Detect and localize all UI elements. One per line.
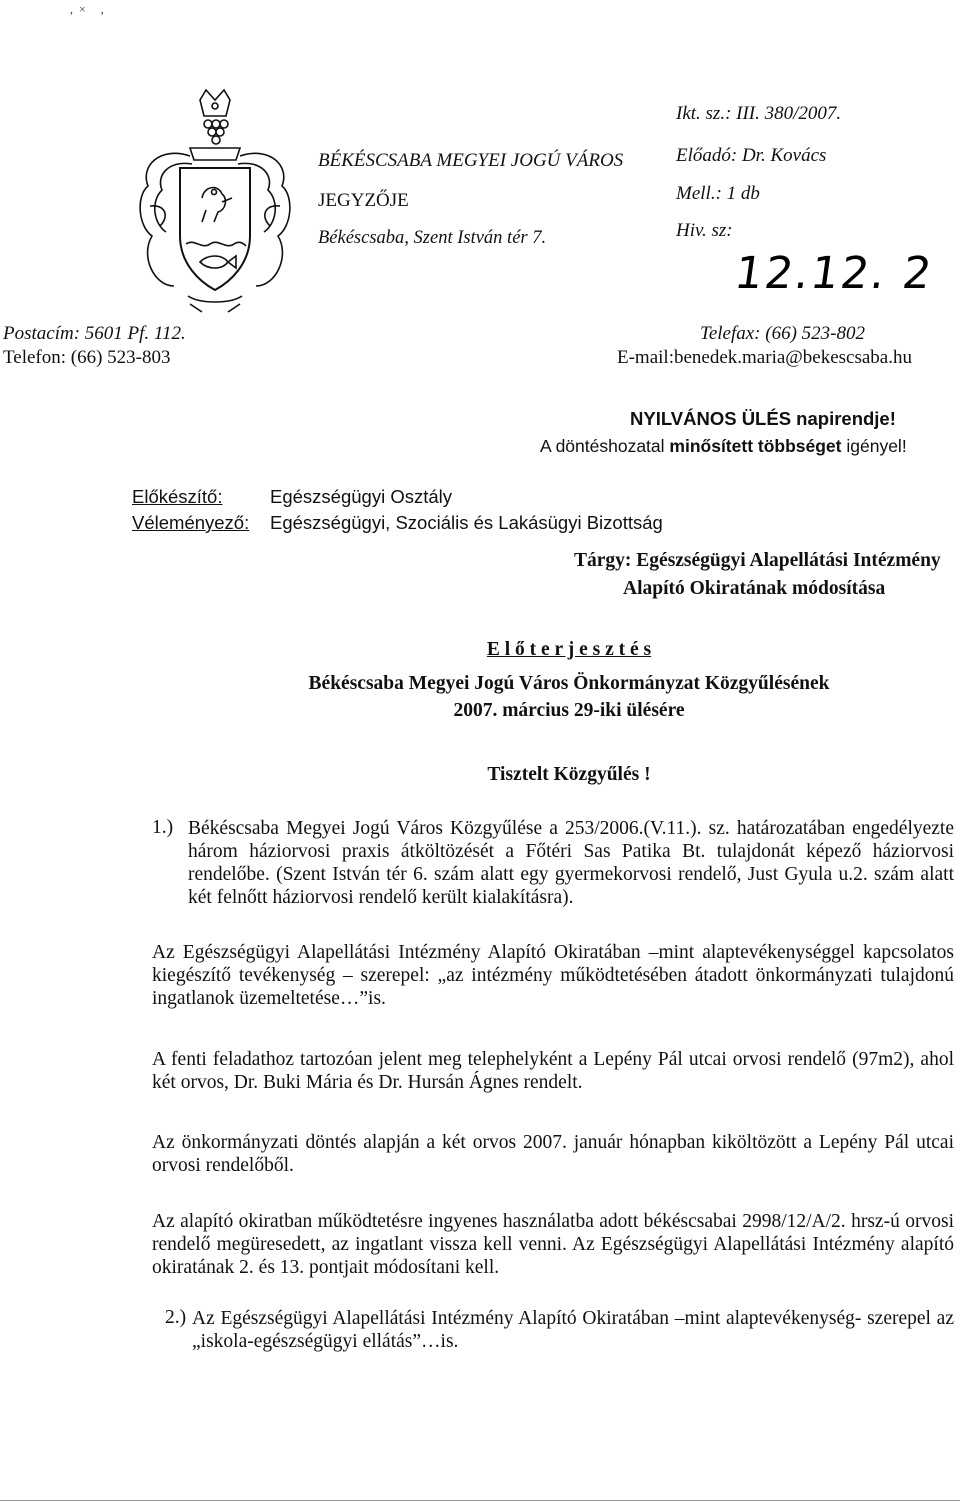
subject-line1: Tárgy: Egészségügyi Alapellátási Intézmény xyxy=(574,550,941,571)
point-2-text: Az Egészségügyi Alapellátási Intézmény Alapító Okiratában –mint alaptevékenység- szerepel az „iskola-egészségügyi ellátás”…is. xyxy=(192,1308,954,1352)
attachment-count: Mell.: 1 db xyxy=(676,183,760,204)
session-date: 2007. március 29-iki ülésére xyxy=(453,700,685,721)
majority-suffix: igényel! xyxy=(841,436,907,456)
preparer-row xyxy=(132,486,453,508)
point-2-number: 2.) xyxy=(165,1307,187,1328)
reviewer-row xyxy=(132,512,663,534)
email: E-mail:benedek.maria@bekescsaba.hu xyxy=(617,347,912,368)
public-session-notice: NYILVÁNOS ÜLÉS napirendje! xyxy=(630,408,896,429)
paragraph-doctors-moved: Az önkormányzati döntés alapján a két orvos 2007. január hónapban kiköltözött a Lepény Pál utcai orvosi rendelőből. xyxy=(152,1132,954,1176)
point-1-text: Békéscsaba Megyei Jogú Város Közgyűlése a 253/2006.(V.11.). sz. határozatában engedélyezte három háziorvosi praxis átköltözését a Főtéri Sas Patika Bt. tulajdonát képező háziorvosi rendelőbe. (Szent István tér 6. szám alatt egy gyermekorvosi rendelő, Just Gyula u.2. szám alatt két felnőtt háziorvosi rendelő került kialakításra). xyxy=(188,818,954,908)
city-coat-of-arms xyxy=(130,86,300,314)
org-name-line2: JEGYZŐJE xyxy=(318,190,409,211)
handwritten-date: 12.12. 2 xyxy=(731,248,937,299)
phone: Telefon: (66) 523-803 xyxy=(3,347,171,368)
point-1-number: 1.) xyxy=(152,817,174,838)
scan-bottom-edge xyxy=(0,1500,960,1501)
org-name-line1: BÉKÉSCSABA MEGYEI JOGÚ VÁROS xyxy=(318,150,624,171)
scan-mark: , × , xyxy=(70,2,104,16)
majority-prefix: A döntéshozatal xyxy=(540,436,670,456)
paragraph-lepeny-site: A fenti feladathoz tartozóan jelent meg telephelyként a Lepény Pál utcai orvosi rendelő (97m2), ahol két orvos, Dr. Buki Mária és Dr. Hursán Ágnes rendelt. xyxy=(152,1049,954,1093)
preparer-value: Egészségügyi Osztály xyxy=(270,486,453,507)
reference-number: Hiv. sz: xyxy=(676,220,733,241)
document-title: E l ő t e r j e s z t é s xyxy=(486,639,652,660)
presenter: Előadó: Dr. Kovács xyxy=(676,145,827,166)
reviewer-value: Egészségügyi, Szociális és Lakásügyi Bizottság xyxy=(270,512,663,533)
assembly-line: Békéscsaba Megyei Jogú Város Önkormányzat Közgyűlésének xyxy=(308,673,830,694)
paragraph-founding-document: Az Egészségügyi Alapellátási Intézmény Alapító Okiratában –mint alaptevékenységgel kapcsolatos kiegészítő tevékenység – szerepel: „az intézmény működtetésében átadott önkormányzati tulajdonú ingatlanok üzemeltetése…”is. xyxy=(152,942,954,1009)
preparer-label: Előkészítő: xyxy=(132,486,223,507)
majority-requirement xyxy=(540,436,907,457)
registration-number: Ikt. sz.: III. 380/2007. xyxy=(676,103,842,124)
majority-qualified: minősített többséget xyxy=(669,436,842,456)
org-address: Békéscsaba, Szent István tér 7. xyxy=(318,228,547,248)
salutation: Tisztelt Közgyűlés ! xyxy=(487,764,651,785)
reviewer-label: Véleményező: xyxy=(132,512,250,533)
postal-address: Postacím: 5601 Pf. 112. xyxy=(3,323,186,344)
paragraph-property-return: Az alapító okiratban működtetésre ingyenes használatba adott békéscsabai 2998/12/A/2. hrsz-ú orvosi rendelő megüresedett, az ingatlant vissza kell venni. Az Egészségügyi Alapellátási Intézmény alapító okiratának 2. és 13. pontjait módosítani kell. xyxy=(152,1211,954,1278)
subject-line2: Alapító Okiratának módosítása xyxy=(623,578,886,599)
fax: Telefax: (66) 523-802 xyxy=(700,323,865,344)
